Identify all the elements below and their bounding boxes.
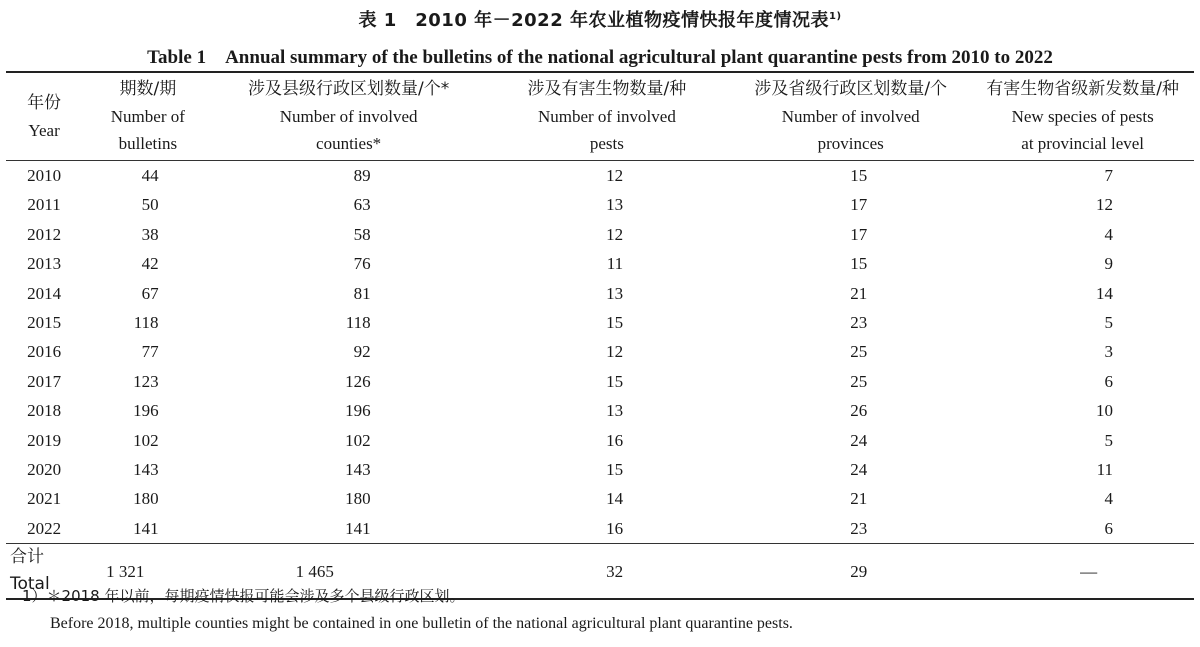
cell-year: 2021 (27, 489, 62, 509)
header-bulletins (82, 72, 213, 161)
cell-pests: 15 (606, 460, 624, 480)
table-row (6, 367, 1194, 396)
cell-counties: 102 (345, 430, 371, 450)
cell-year: 2011 (27, 195, 61, 215)
cell-year: 2016 (27, 342, 62, 362)
cell-provinces: 21 (850, 489, 868, 509)
table-row (6, 308, 1194, 337)
cell-counties: 92 (353, 342, 371, 362)
cell-counties: 89 (353, 166, 371, 185)
cell-pests: 12 (606, 342, 624, 362)
cell-pests: 14 (606, 489, 624, 509)
cell-provinces: 25 (850, 371, 868, 391)
cell-bulletins: 44 (141, 166, 159, 185)
total-cell-provinces: 29 (730, 544, 971, 600)
cell-provinces: 24 (850, 460, 868, 480)
table-row (6, 426, 1194, 455)
header-year (6, 72, 82, 161)
table-row (6, 279, 1194, 308)
table-row (6, 337, 1194, 366)
cell-year: 2018 (27, 401, 62, 421)
table-row (6, 190, 1194, 219)
table-row (6, 514, 1194, 544)
cell-new-species: 3 (1104, 342, 1113, 362)
cell-bulletins: 180 (133, 489, 159, 509)
cell-year: 2017 (27, 371, 62, 391)
table-row (6, 484, 1194, 513)
summary-table (6, 71, 1194, 600)
cell-provinces: 26 (850, 401, 868, 421)
cell-year: 2015 (27, 313, 62, 333)
cell-counties: 63 (353, 195, 371, 215)
header-en-line2: bulletins (118, 134, 178, 153)
cell-provinces: 23 (850, 518, 868, 538)
header-en-line1: Number of involved (537, 107, 676, 126)
cell-pests: 12 (606, 224, 624, 244)
cell-pests: 13 (606, 195, 624, 215)
cell-new-species: 9 (1104, 254, 1113, 274)
cell-bulletins: 102 (133, 430, 159, 450)
cell-pests: 13 (606, 283, 624, 303)
cell-pests: 13 (606, 401, 624, 421)
header-en-line1: Number of involved (279, 107, 418, 126)
total-cell-pests: 32 (484, 544, 730, 600)
cell-new-species: 4 (1104, 224, 1113, 244)
cell-counties: 58 (353, 224, 371, 244)
header-en-line1: New species of pests (1011, 107, 1154, 126)
cell-provinces: 15 (850, 166, 868, 185)
cell-bulletins: 123 (133, 371, 159, 391)
cell-counties: 143 (345, 460, 371, 480)
cell-pests: 16 (606, 430, 624, 450)
table-row (6, 220, 1194, 249)
cell-year: 2012 (27, 224, 62, 244)
cell-new-species: 12 (1096, 195, 1113, 215)
cell-counties: 81 (353, 283, 371, 303)
header-cn: 涉及县级行政区划数量/个* (248, 79, 450, 99)
cell-provinces: 21 (850, 283, 868, 303)
cell-bulletins: 143 (133, 460, 159, 480)
table-title-chinese (0, 6, 1200, 32)
table-row (6, 249, 1194, 278)
header-en-line2: provinces (817, 134, 884, 153)
cell-year: 2014 (27, 283, 62, 303)
cell-provinces: 17 (850, 224, 868, 244)
cell-bulletins: 141 (133, 518, 159, 538)
cell-counties: 180 (345, 489, 371, 509)
cell-new-species: 4 (1104, 489, 1113, 509)
footnote (22, 583, 793, 637)
cell-provinces: 25 (850, 342, 868, 362)
cell-provinces: 15 (850, 254, 868, 274)
footnote-chinese: 1）＊2018 年以前，每期疫情快报可能会涉及多个县级行政区划。 (22, 587, 465, 605)
header-provinces (730, 72, 971, 161)
cell-bulletins: 77 (141, 342, 159, 362)
table-row (6, 161, 1194, 191)
cell-counties: 76 (353, 254, 371, 274)
cell-new-species: 14 (1096, 283, 1113, 303)
cell-pests: 12 (606, 166, 624, 185)
header-en: Year (28, 120, 60, 140)
cell-pests: 15 (606, 313, 624, 333)
cell-year: 2020 (27, 460, 62, 480)
cell-year: 2022 (27, 518, 62, 538)
cell-bulletins: 42 (141, 254, 159, 274)
table-row (6, 396, 1194, 425)
cell-new-species: 10 (1096, 401, 1113, 421)
cell-bulletins: 50 (141, 195, 159, 215)
cell-pests: 16 (606, 518, 624, 538)
cell-bulletins: 38 (141, 224, 159, 244)
cell-provinces: 23 (850, 313, 868, 333)
header-new-species (971, 72, 1194, 161)
header-en-line2: pests (589, 134, 624, 153)
title-footnote-marker: 1) (829, 11, 842, 22)
cell-counties: 141 (345, 518, 371, 538)
cell-new-species: 6 (1104, 371, 1113, 391)
cell-bulletins: 67 (141, 283, 159, 303)
header-en-line2: at provincial level (1021, 134, 1145, 153)
cell-counties: 118 (345, 313, 371, 333)
total-cell-counties: 1 465 (214, 544, 484, 600)
header-en-line1: Number of involved (781, 107, 920, 126)
total-cell-year: 合计 Total (6, 544, 82, 600)
header-cn: 期数/期 (119, 79, 177, 99)
cell-new-species: 7 (1104, 166, 1113, 185)
cell-counties: 196 (345, 401, 371, 421)
cell-provinces: 24 (850, 430, 868, 450)
table-title-chinese-text: 表 1 2010 年－2022 年农业植物疫情快报年度情况表 (358, 10, 829, 31)
table-title-english: Table 1 Annual summary of the bulletins of the national agricultural plant quarantine pests from 2010 to 2022 (147, 47, 1053, 68)
total-cell-new-species: — (971, 544, 1194, 600)
table-body (6, 161, 1194, 600)
cell-pests: 11 (606, 254, 624, 274)
cell-pests: 15 (606, 371, 624, 391)
header-row (6, 72, 1194, 161)
cell-bulletins: 118 (133, 313, 159, 333)
header-cn: 有害生物省级新发数量/种 (986, 79, 1180, 99)
header-cn: 涉及有害生物数量/种 (527, 79, 687, 99)
total-cell-bulletins: 1 321 (82, 544, 213, 600)
header-en-line2: counties* (316, 134, 382, 153)
footnote-english: Before 2018, multiple counties might be contained in one bulletin of the national agricultural plant quarantine pests. (50, 615, 793, 632)
header-cn: 涉及省级行政区划数量/个 (754, 79, 948, 99)
cell-new-species: 5 (1104, 430, 1113, 450)
cell-new-species: 6 (1104, 518, 1113, 538)
cell-new-species: 11 (1096, 460, 1113, 480)
cell-year: 2019 (27, 430, 62, 450)
header-pests (484, 72, 730, 161)
header-counties (214, 72, 484, 161)
table-row (6, 455, 1194, 484)
cell-year: 2013 (27, 254, 62, 274)
cell-new-species: 5 (1104, 313, 1113, 333)
cell-provinces: 17 (850, 195, 868, 215)
cell-bulletins: 196 (133, 401, 159, 421)
header-en-line1: Number of (110, 107, 185, 126)
header-cn: 年份 (27, 92, 62, 113)
cell-year: 2010 (27, 166, 62, 185)
cell-counties: 126 (345, 371, 371, 391)
